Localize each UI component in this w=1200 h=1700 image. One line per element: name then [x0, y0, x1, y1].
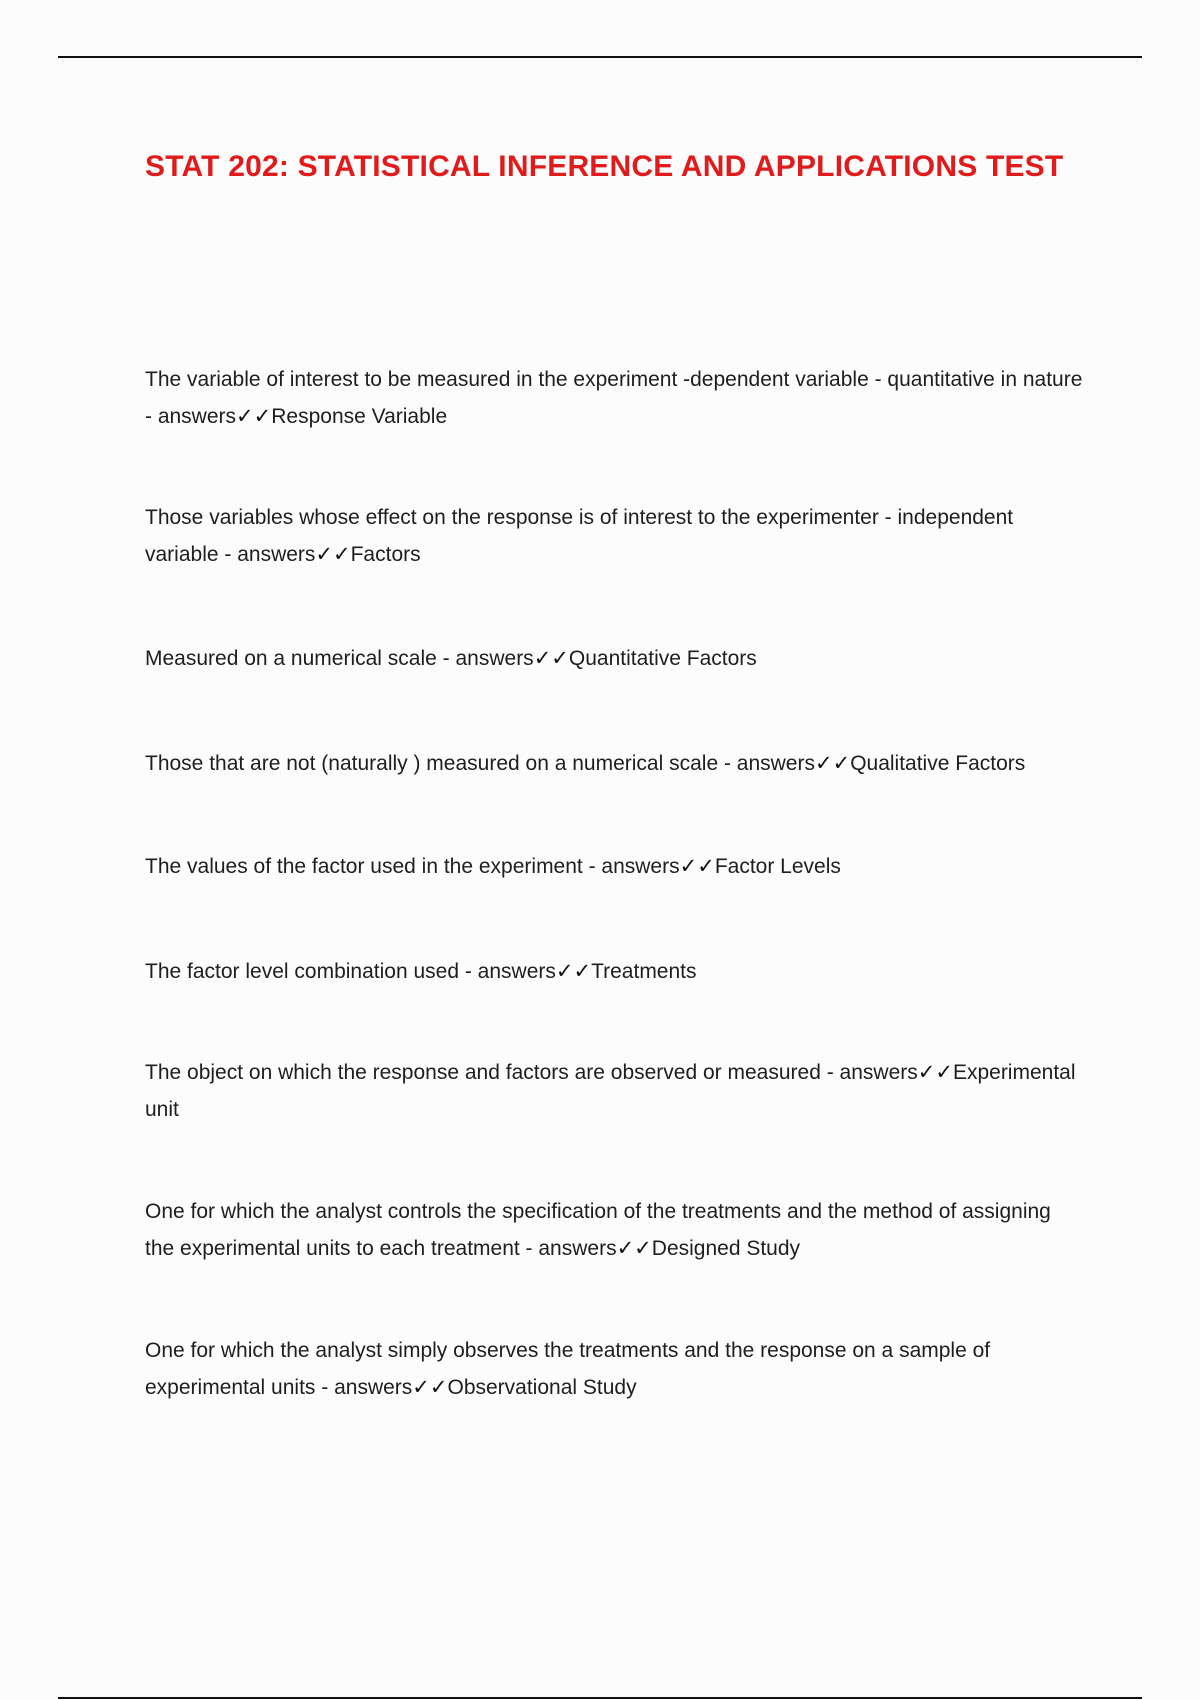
question-text: The object on which the response and factors are observed or measured	[145, 1061, 821, 1084]
answer-text: Observational Study	[447, 1376, 637, 1399]
question-text: One for which the analyst controls the specification of the treatments and the method of assigning the experimental units to each treatment	[145, 1200, 1051, 1260]
answer-text: Designed Study	[651, 1237, 801, 1260]
answer-text: Factor Levels	[714, 855, 841, 878]
qa-item-6	[145, 953, 1085, 990]
qa-item-7	[145, 1054, 1085, 1128]
document-title: STAT 202: STATISTICAL INFERENCE AND APPLICATIONS TEST	[145, 150, 1064, 183]
double-check-icon: ✓✓	[679, 854, 715, 878]
answer-text: Factors	[350, 543, 421, 566]
qa-item-5	[145, 848, 1085, 885]
answer-separator: - answers	[218, 543, 316, 566]
answer-separator: - answers	[582, 855, 680, 878]
answer-separator: - answers	[145, 405, 237, 428]
answer-separator: - answers	[459, 960, 556, 983]
double-check-icon: ✓✓	[315, 542, 351, 566]
double-check-icon: ✓✓	[412, 1375, 448, 1399]
question-text: Those variables whose effect on the response is of interest to the experimenter - independent variable	[145, 506, 1014, 566]
qa-item-2	[145, 499, 1085, 573]
qa-item-8	[145, 1193, 1085, 1267]
question-text: Those that are not (naturally ) measured on a numerical scale	[145, 752, 719, 775]
double-check-icon: ✓✓	[917, 1060, 953, 1084]
question-text: The values of the factor used in the experiment	[145, 855, 583, 878]
answer-separator: - answers	[820, 1061, 918, 1084]
question-text: Measured on a numerical scale	[145, 647, 437, 670]
double-check-icon: ✓✓	[616, 1236, 652, 1260]
double-check-icon: ✓✓	[236, 404, 272, 428]
answer-text: Treatments	[591, 960, 697, 983]
double-check-icon: ✓✓	[533, 646, 569, 670]
answer-separator: - answers	[436, 647, 534, 670]
qa-item-1	[145, 361, 1085, 435]
qa-item-9	[145, 1332, 1085, 1406]
top-rule	[58, 56, 1142, 58]
answer-separator: - answers	[315, 1376, 413, 1399]
answer-text: Experimental unit	[145, 1061, 1076, 1121]
answer-separator: - answers	[718, 752, 815, 775]
answer-text: Qualitative Factors	[850, 752, 1026, 775]
qa-item-3	[145, 640, 1085, 677]
question-text: One for which the analyst simply observes the treatments and the response on a sample of experimental units	[145, 1339, 991, 1399]
double-check-icon: ✓✓	[555, 959, 592, 983]
answer-separator: - answers	[519, 1237, 617, 1260]
question-text: The factor level combination used	[145, 960, 460, 983]
answer-text: Response Variable	[271, 405, 448, 428]
question-text: The variable of interest to be measured in the experiment -dependent variable - quantitative in nature	[145, 368, 1083, 391]
answer-text: Quantitative Factors	[568, 647, 757, 670]
qa-item-4	[145, 745, 1085, 782]
double-check-icon: ✓✓	[814, 751, 851, 775]
bottom-rule	[58, 1697, 1142, 1699]
